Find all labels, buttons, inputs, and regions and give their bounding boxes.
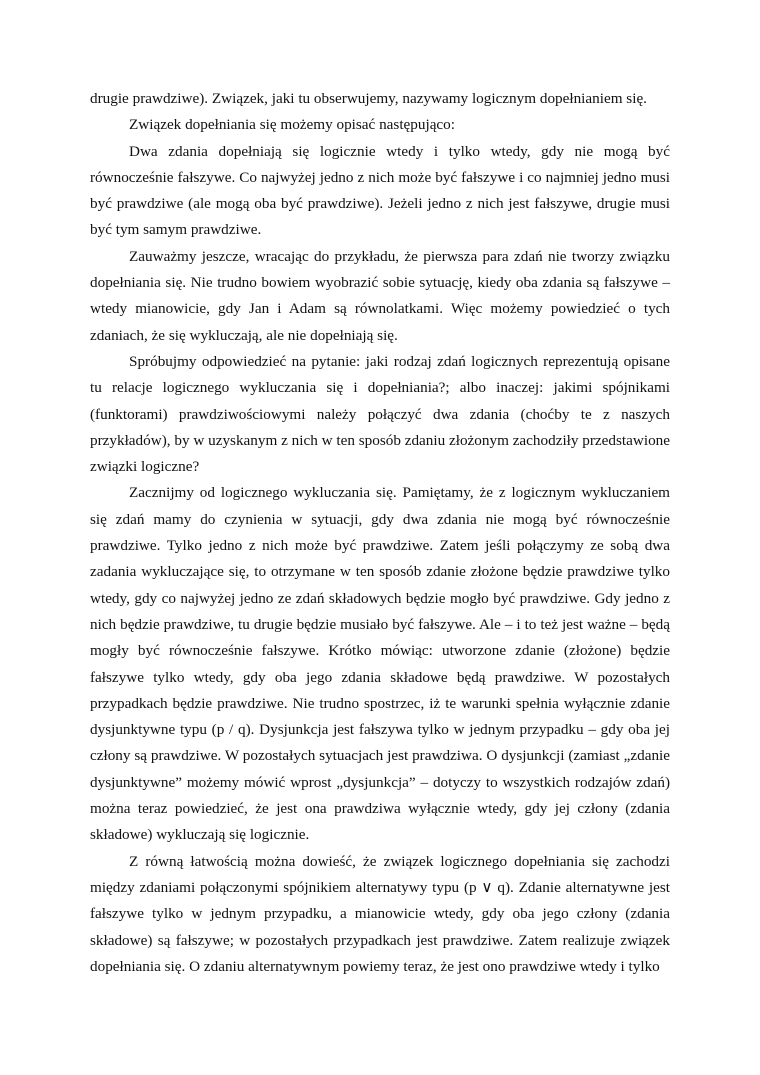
paragraph-alternative: Z równą łatwością można dowieść, że związek logicznego dopełniania się zachodzi między zdaniami połączonymi spójnikiem alternatywy typu (p ∨ q). Zdanie alternatywne jest fałszywe tylko w jednym przypadku, a mianowicie wtedy, gdy oba jego człony (zdania składowe) są fałszywe; w pozostałych przypadkach jest prawdziwe. Zatem realizuje związek dopełniania się. O zdaniu alternatywnym powiemy teraz, że jest ono prawdziwe wtedy i tylko [90,852,670,975]
paragraph-definition: Dwa zdania dopełniają się logicznie wtedy i tylko wtedy, gdy nie mogą być równocześnie fałszywe. Co najwyżej jedno z nich może być fałszywe i co najmniej jedno musi być prawdziwe (ale mogą oba być prawdziwe). Jeżeli jedno z nich jest fałszywe, drugie musi być tym samym prawdziwe. [90,142,670,239]
paragraph-example-note: Zauważmy jeszcze, wracając do przykładu, że pierwsza para zdań nie tworzy związku dopełniania się. Nie trudno bowiem wyobrazić sobie sytuację, kiedy oba zdania są fałszywe – wtedy mianowicie, gdy Jan i Adam są równolatkami. Więc możemy powiedzieć o tych zdaniach, że się wykluczają, ale nie dopełniają się. [90,247,670,344]
paragraph-intro-definition: Związek dopełniania się możemy opisać następująco: [129,116,455,134]
paragraph-continuation: drugie prawdziwe). Związek, jaki tu obserwujemy, nazywamy logicznym dopełnianiem się. [90,90,647,107]
paragraph-question: Spróbujmy odpowiedzieć na pytanie: jaki rodzaj zdań logicznych reprezentują opisane tu relacje logicznego wykluczania się i dopełniania?; albo inaczej: jakimi spójnikami (funktorami) prawdziwościowymi należy połączyć dwa zdania (choćby te z naszych przykładów), by w uzyskanym z nich w ten sposób zdaniu złożonym zachodziły przedstawione związki logiczne? [90,352,670,476]
document-page [90,86,670,980]
paragraph-exclusion: Zacznijmy od logicznego wykluczania się. Pamiętamy, że z logicznym wykluczaniem się zdań mamy do czynienia w sytuacji, gdy dwa zdania nie mogą być równocześnie prawdziwe. Tylko jedno z nich może być prawdziwe. Zatem jeśli połączymy ze sobą dwa zadania wykluczające się, to otrzymane w ten sposób zdanie złożone będzie prawdziwe tylko wtedy, gdy co najwyżej jedno ze zdań składowych będzie mogło być prawdziwe. Gdy jedno z nich będzie prawdziwe, tu drugie będzie musiało być fałszywe. Ale – i to też jest ważne – będą mogły być równocześnie fałszywe. Krótko mówiąc: utworzone zdanie (złożone) będzie fałszywe tylko wtedy, gdy oba jego zdania składowe będą prawdziwe. W pozostałych przypadkach będzie prawdziwe. Nie trudno spostrzec, iż te warunki spełnia wyłącznie zdanie dysjunktywne typu (p / q). Dysjunkcja jest fałszywa tylko w jednym przypadku – gdy oba jej człony są prawdziwe. W pozostałych sytuacjach jest prawdziwa. O dysjunkcji (zamiast „zdanie dysjunktywne” możemy mówić wprost „dysjunkcja” – dotyczy to wszystkich rodzajów zdań) można teraz powiedzieć, że jest ona prawdziwa wyłącznie wtedy, gdy jej człony (zdania składowe) wykluczają się logicznie. [90,484,670,844]
